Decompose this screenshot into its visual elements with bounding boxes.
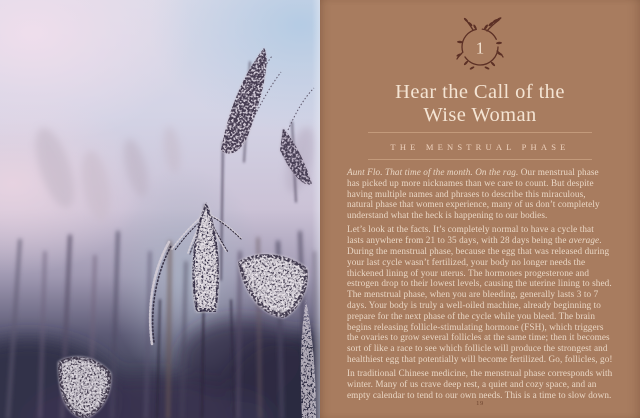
- section-label: THE MENSTRUAL PHASE: [390, 142, 570, 152]
- section-heading: [368, 132, 592, 160]
- chapter-page: [320, 0, 640, 418]
- chapter-title-line1: Hear the Call of the: [395, 81, 565, 103]
- chapter-title-line2: Wise Woman: [423, 104, 537, 126]
- paragraph-3: In traditional Chinese medicine, the menstrual phase corresponds with winter. Many of us crave deep rest, a quiet and cozy space, and an empty calendar to tend to our own needs. This is a time to slow down.: [347, 368, 613, 400]
- body-text: [347, 167, 613, 401]
- dark-grass-mass: [0, 320, 320, 418]
- chapter-title: [347, 81, 613, 127]
- paragraph-1: Aunt Flo. That time of the month. On the rag. Our menstrual phase has picked up more nicknames than we care to count. But despite having multiple names and phrases to describe this miraculous, natural phase that women experience, many of us don’t completely understand what the heck is happening to our bodies.: [347, 167, 600, 221]
- chapter-emblem: [347, 15, 613, 75]
- paragraph-2: Let’s look at the facts. It’s completely normal to have a cycle that lasts anywhere from 21 to 35 days, with 28 days being the average. During the menstrual phase, because the egg that was released during your last cycle wasn’t fertilized, your body no longer needs the thickened lining of your uterus. The hormones progesterone and estrogen drop to their lowest levels, causing the uterine lining to shed. The menstrual phase, when you are bleeding, generally lasts 3 to 7 days. Your body is truly a well-oiled machine, already beginning to prepare for the next phase of the cycle while you bleed. The brain begins releasing follicle-stimulating hormone (FSH), which triggers the ovaries to grow several follicles at the same time; then it becomes sort of like a race to see which follicle will produce the strongest and healthiest egg that potentially will become fertilized. Go, follicles, go!: [347, 224, 613, 365]
- page-edge-highlight: [312, 0, 320, 418]
- page-number: 19: [476, 400, 484, 407]
- grass-plume: [238, 254, 308, 318]
- background-plumes: [28, 123, 320, 223]
- chapter-number: 1: [475, 38, 485, 58]
- chapter-wreath-icon: [456, 15, 504, 75]
